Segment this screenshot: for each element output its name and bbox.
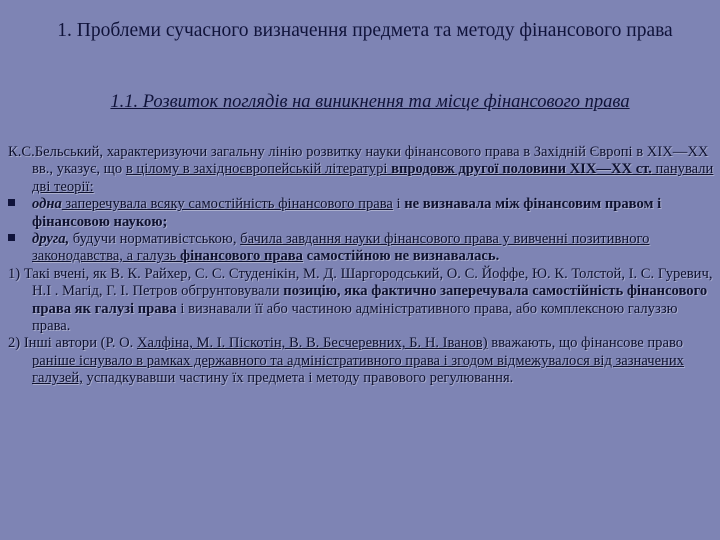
point2-text-1: Інші автори (Р. О.: [20, 335, 137, 352]
bullet2-word-3: бачила завдання науки фінансового права у вивченні позитивного законодавства, а галузь: [32, 231, 650, 265]
point2-text-2: Халфіна, М. І. Піскотін, В. В. Бесчеревних, Б. Н. Іванов): [136, 335, 488, 352]
point1-text-3: і визнавали її або частиною адміністративного права, або комплексною галуззю права.: [32, 300, 678, 335]
intro-text-3: впродовж другої половини XIX—XX ст.: [391, 161, 652, 178]
bullet2-word-5: самостійною не визнавалась.: [302, 248, 500, 265]
bullet2-word-2: будучи нормативістською,: [69, 231, 241, 248]
square-bullet-icon: [8, 199, 15, 206]
bullet-item-2: [8, 231, 714, 266]
intro-text-2: в цілому в західноєвропейській літературі: [125, 161, 392, 178]
intro-text-1: К.С.Бельський, характеризуючи загальну лінію розвитку науки фінансового права в Західній Європі в XIX—XX вв., указує, що: [8, 144, 709, 178]
point2-text-3: вважають, що фінансове право: [487, 335, 684, 352]
intro-text-4: панували дві теорії:: [32, 161, 714, 195]
bullet1-word-2: заперечувала всяку самостійність фінансового права: [61, 196, 393, 213]
bullet-marker: [8, 231, 32, 248]
point2-text-4: раніше існувало в рамках державного та адміністративного права і згодом відмежувалося від зазначених галузей,: [32, 352, 684, 387]
numbered-item-2-number: 2): [8, 335, 21, 352]
numbered-item-1: [8, 266, 714, 336]
bullet1-word-3: і: [392, 196, 405, 213]
numbered-item-2: [8, 335, 714, 387]
point2-text-5: успадкувавши частину їх предмета і методу правового регулювання.: [82, 370, 514, 387]
point1-text-2: позицію, яка фактично заперечувала самостійність фінансового права як галузі права: [32, 283, 708, 317]
bullet2-word-4: фінансового права: [179, 248, 303, 265]
point1-text-1: Такі вчені, як В. К. Райхер, С. С. Студенікін, М. Д. Шаргородський, О. С. Йоффе, Ю. К. Толстой, І. С. Гуревич, Н.І . Магід, Г. І. Петров обгрунтовували: [20, 265, 713, 300]
slide-subtitle: 1.1. Розвиток поглядів на виникнення та місце фінансового права: [110, 92, 630, 112]
slide-title: 1. Проблеми сучасного визначення предмета та методу фінансового права: [57, 20, 673, 41]
bullet2-word-1: друга,: [32, 231, 70, 248]
bullet-item-1: [8, 196, 714, 231]
square-bullet-icon: [8, 234, 15, 241]
bullet-marker: [8, 196, 32, 213]
slide-body: [8, 144, 714, 388]
bullet1-word-4: не визнавала між фінансовим правом і фінансовою наукою;: [32, 196, 662, 230]
bullet1-word-1: одна: [32, 196, 62, 213]
intro-paragraph: [8, 144, 714, 196]
numbered-item-1-number: 1): [8, 265, 21, 282]
